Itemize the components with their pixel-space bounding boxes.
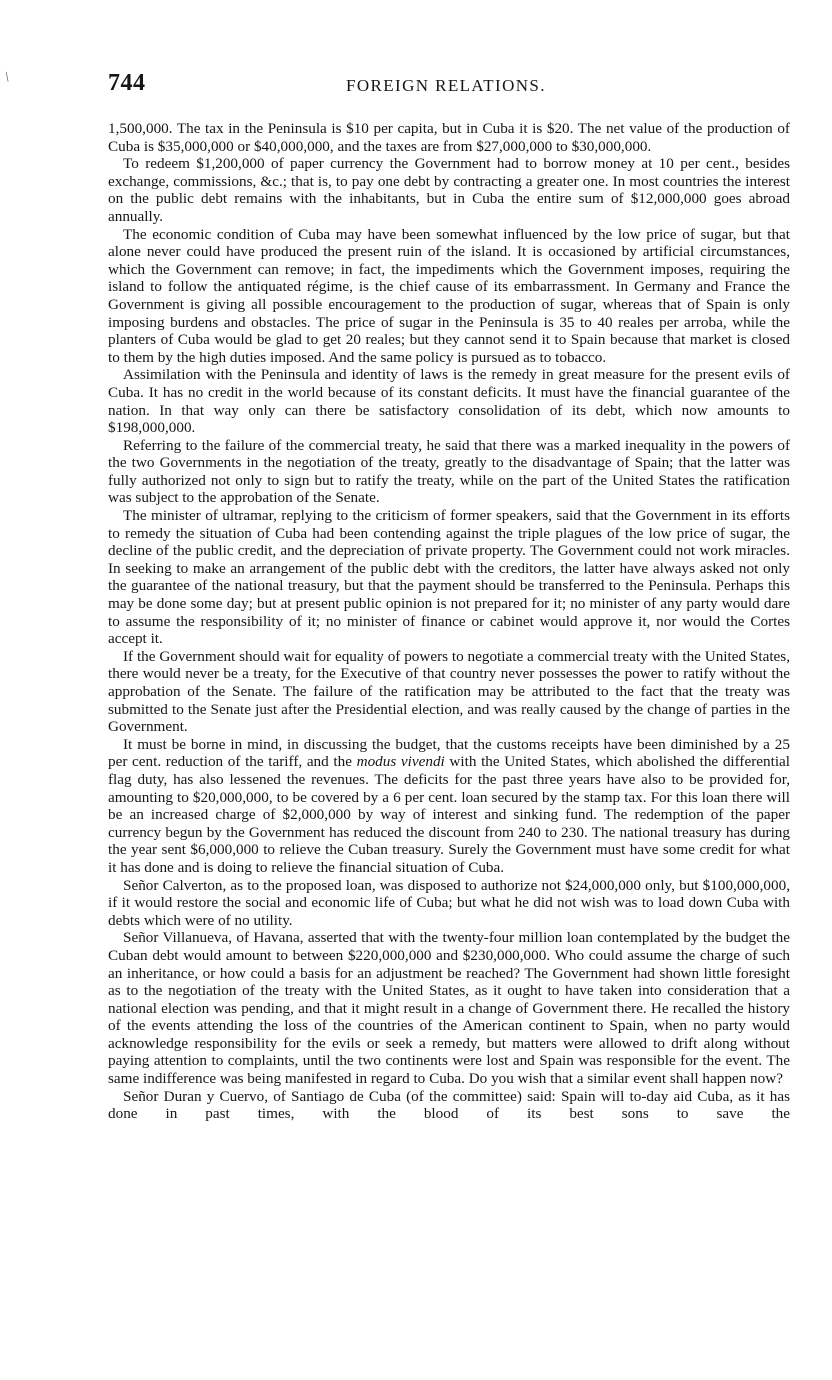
- running-head: FOREIGN RELATIONS.: [346, 76, 546, 95]
- paragraph: To redeem $1,200,000 of paper currency the Government had to borrow money at 10 per cent., besides exchange, commissions, &c.; that is, to pay one debt by contracting a greater one. In most countries the interest on the public debt remains with the inhabitants, but in Cuba the entire sum of $12,000,000 goes abroad annually.: [108, 155, 790, 225]
- paragraph: Señor Calverton, as to the proposed loan, was disposed to authorize not $24,000,000 only, but $100,000,000, if it would restore the social and economic life of Cuba; but what he did not wish was to load down Cuba with debts which were of no utility.: [108, 876, 790, 929]
- paragraph: If the Government should wait for equality of powers to negotiate a commercial treaty with the United States, there would never be a treaty, for the Executive of that country never possesses the power to ratify without the approbation of the Senate. The failure of the ratification may be attributed to the fact that the treaty was submitted to the Senate just after the Presidential election, and was really caused by the change of parties in the Government.: [108, 647, 790, 736]
- paragraph: The economic condition of Cuba may have been somewhat influenced by the low price of sugar, but that alone never could have produced the present ruin of the island. It is occasioned by artificial circumstances, which the Government can remove; in fact, the impediments which the Government imposes, requiring the island to follow the antiquated régime, is the chief cause of its embarrassment. In Germany and France the Government is giving all possible encouragement to the production of sugar, whereas that of Spain is only imposing burdens and obstacles. The price of sugar in the Peninsula is 35 to 40 reales per arroba, while the planters of Cuba would be glad to get 20 reales; but they cannot send it to Spain because that market is closed to them by the high duties imposed. And the same policy is pursued as to tobacco.: [108, 225, 790, 366]
- page-number: 744: [108, 70, 146, 96]
- paragraph-text: with the United States, which abolished the differential flag duty, has also lessened the revenues. The deficits for the past three years have also to be provided for, amounting to $20,000,000, to be covered by a 6 per cent. loan secured by the stamp tax. For this loan there will be an increased charge of $2,000,000 by way of interest and sinking fund. The redemption of the paper currency begun by the Government has reduced the discount from 240 to 230. The national treasury has during the year sent $6,000,000 to relieve the Cuban treasury. Surely the Government must have some credit for what it has done and is doing to relieve the financial situation of Cuba.: [108, 753, 791, 876]
- paragraph: Assimilation with the Peninsula and identity of laws is the remedy in great measure for the present evils of Cuba. It has no credit in the world because of its constant deficits. It must have the financial guarantee of the nation. In that way only can there be satisfactory consolidation of its debt, which now amounts to $198,000,000.: [108, 366, 790, 437]
- page-header: [108, 70, 790, 100]
- paragraph: Señor Duran y Cuervo, of Santiago de Cuba (of the committee) said: Spain will to-day aid Cuba, as it has done in past times, with the blood of its best sons to save the: [108, 1087, 790, 1123]
- italic-term: modus vivendi: [356, 753, 445, 771]
- body-text: [108, 120, 790, 1123]
- paragraph: 1,500,000. The tax in the Peninsula is $10 per capita, but in Cuba it is $20. The net value of the production of Cuba is $35,000,000 or $40,000,000, and the taxes are from $27,000,000 to $30,000,000.: [108, 120, 790, 155]
- paragraph: Señor Villanueva, of Havana, asserted that with the twenty-four million loan contemplated by the budget the Cuban debt would amount to between $220,000,000 and $230,000,000. Who could assume the charge of such an inheritance, or how could a basis for an adjustment be reached? The Government had shown little foresight as to the negotiation of the treaty with the United States, as it ought to have taken into consideration that a national election was pending, and that it might result in a change of Government there. He recalled the history of the events attending the loss of the countries of the American continent to Spain, when no party would acknowledge responsibility for the evils or seek a remedy, but matters were allowed to drift along without paying attention to complaints, until the two continents were lost and Spain was responsible for the event. The same indifference was being manifested in regard to Cuba. Do you wish that a similar event shall happen now?: [108, 929, 790, 1088]
- margin-mark: /: [2, 70, 14, 86]
- paragraph: [108, 736, 790, 877]
- paragraph-text: It must be borne in mind, in discussing the budget, that the customs receipts have been diminished by a 25 per cent. reduction of the tariff, and the: [108, 735, 790, 771]
- paragraph: Referring to the failure of the commercial treaty, he said that there was a marked inequality in the powers of the two Governments in the negotiation of the treaty, greatly to the disadvantage of Spain; that the latter was fully authorized not only to sign but to ratify the treaty, while on the part of the United States the ratification was subject to the approbation of the Senate.: [108, 436, 790, 507]
- paragraph: The minister of ultramar, replying to the criticism of former speakers, said that the Government in its efforts to remedy the situation of Cuba had been contending against the triple plagues of the low price of sugar, the decline of the public credit, and the depreciation of private property. The Government could not work miracles. In seeking to make an arrangement of the public debt with the creditors, the latter have always asked not only the guarantee of the national treasury, but that the payment should be transferred to the Peninsula. Perhaps this may be done some day; but at present public opinion is not prepared for it; no minister of any party would dare to assume the responsibility of it; no minister of finance or cabinet would approve it, nor would the Cortes accept it.: [108, 507, 790, 648]
